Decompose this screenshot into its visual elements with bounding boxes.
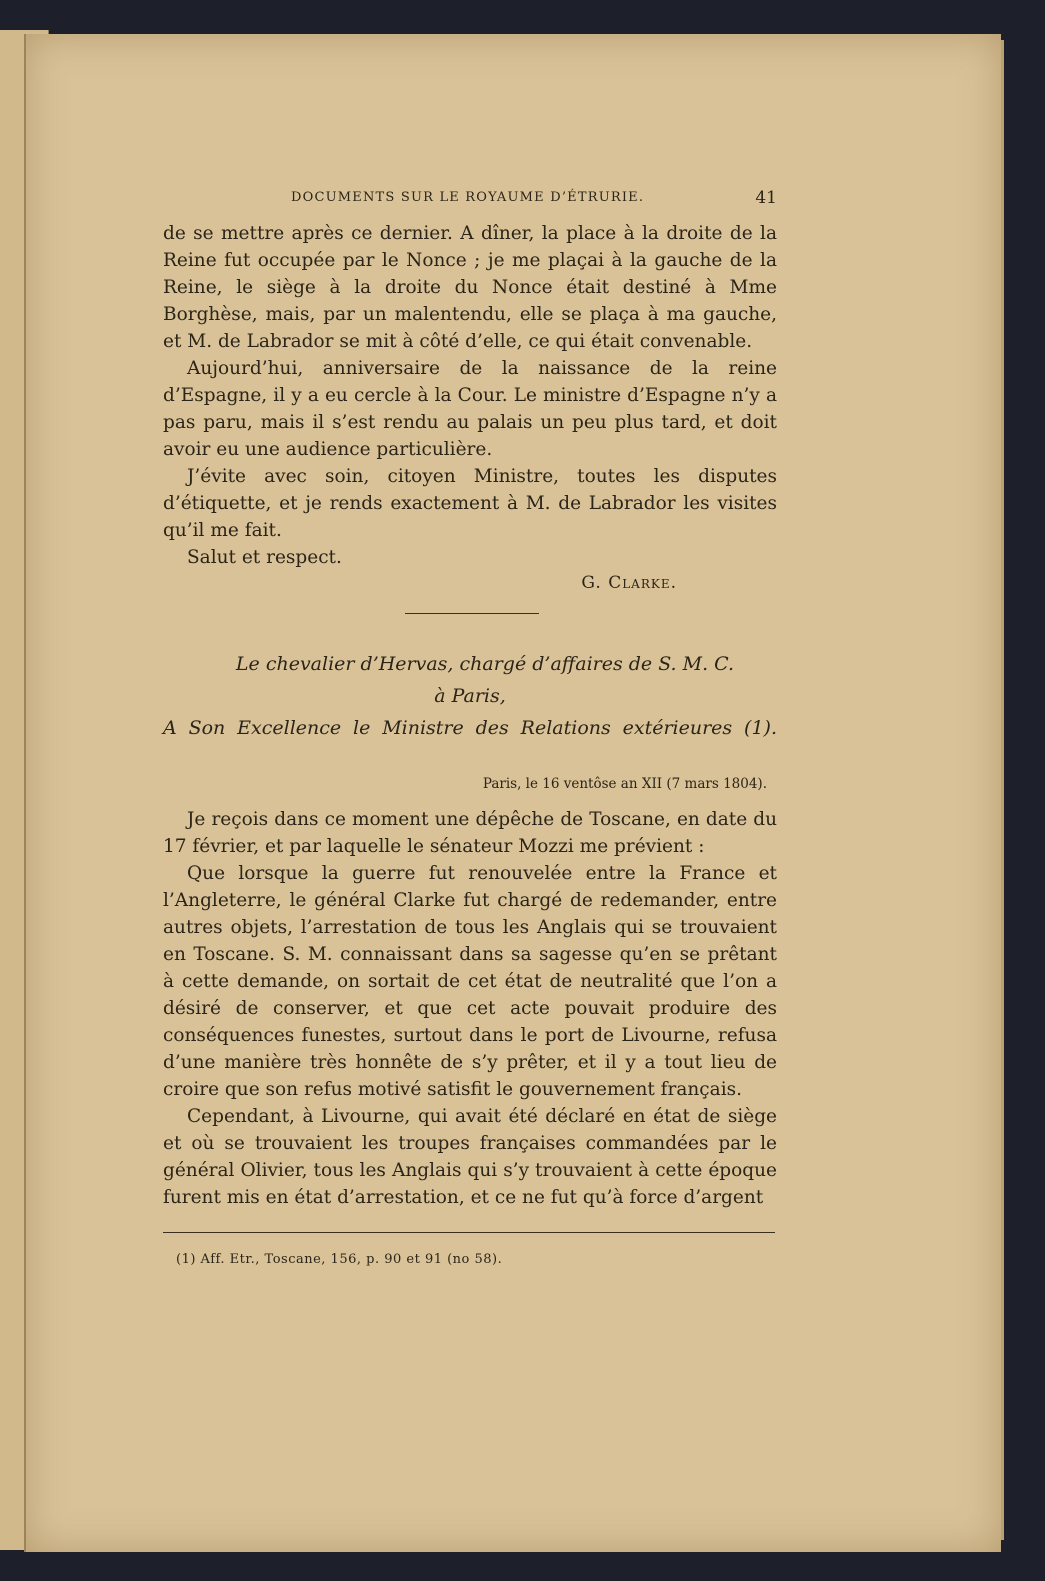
paragraph: Que lorsque la guerre fut renouvelée entre la France et l’Angleterre, le général Clarke fut chargé de redemander, entre autres objets, l’arrestation de tous les Anglais qui se trouvaient en Toscane. S. M. connaissant dans sa sagesse qu’en se prêtant à cette demande, on sortait de cet état de neutralité que l’on a désiré de conserver, et que cet acte pouvait produire des conséquences funestes, surtout dans le port de Livourne, refusa d’une manière très honnête de s’y prêter, et il y a tout lieu de croire que son refus motivé satisfit le gouvernement français. [163,863,777,1100]
heading-sender: Le chevalier d’Hervas, chargé d’affaires de S. M. C. [235,653,735,675]
section-divider [405,613,539,614]
running-header [163,188,777,212]
footnote-rule [163,1232,775,1233]
letter1-body [163,220,777,571]
heading-recipient: A Son Excellence le Ministre des Relations extérieures (1). [163,717,777,739]
paragraph: de se mettre après ce dernier. A dîner, la place à la droite de la Reine fut occupée par le Nonce ; je me plaçai à la gauche de la Reine, le siège à la droite du Nonce était destiné à Mme Borghèse, mais, par un malentendu, elle se plaça à ma gauche, et M. de Labrador se mit à côté d’elle, ce qui était convenable. [163,223,777,352]
letter2-heading [163,648,777,744]
paragraph: Je reçois dans ce moment une dépêche de Toscane, en date du 17 février, et par laquelle le sénateur Mozzi me prévient : [163,809,777,857]
page-number: 41 [755,188,777,208]
footnote: (1) Aff. Etr., Toscane, 156, p. 90 et 91 (no 58). [176,1252,503,1267]
paragraph: J’évite avec soin, citoyen Ministre, toutes les disputes d’étiquette, et je rends exactement à M. de Labrador les visites qu’il me fait. [163,466,777,541]
running-title: DOCUMENTS SUR LE ROYAUME D’ÉTRURIE. [291,190,645,205]
closing: Salut et respect. [187,547,342,568]
signature: G. Clarke. [581,573,677,593]
paragraph: Cependant, à Livourne, qui avait été déclaré en état de siège et où se trouvaient les troupes françaises commandées par le général Olivier, tous les Anglais qui s’y trouvaient à cette époque furent mis en état d’arrestation, et ce ne fut qu’à force d’argent [163,1106,777,1208]
paragraph: Aujourd’hui, anniversaire de la naissance de la reine d’Espagne, il y a eu cercle à la Cour. Le ministre d’Espagne n’y a pas paru, mais il s’est rendu au palais un peu plus tard, et doit avoir eu une audience particulière. [163,358,777,460]
dateline: Paris, le 16 ventôse an XII (7 mars 1804). [482,776,767,792]
heading-place: à Paris, [434,685,506,707]
letter2-body [163,806,777,1211]
